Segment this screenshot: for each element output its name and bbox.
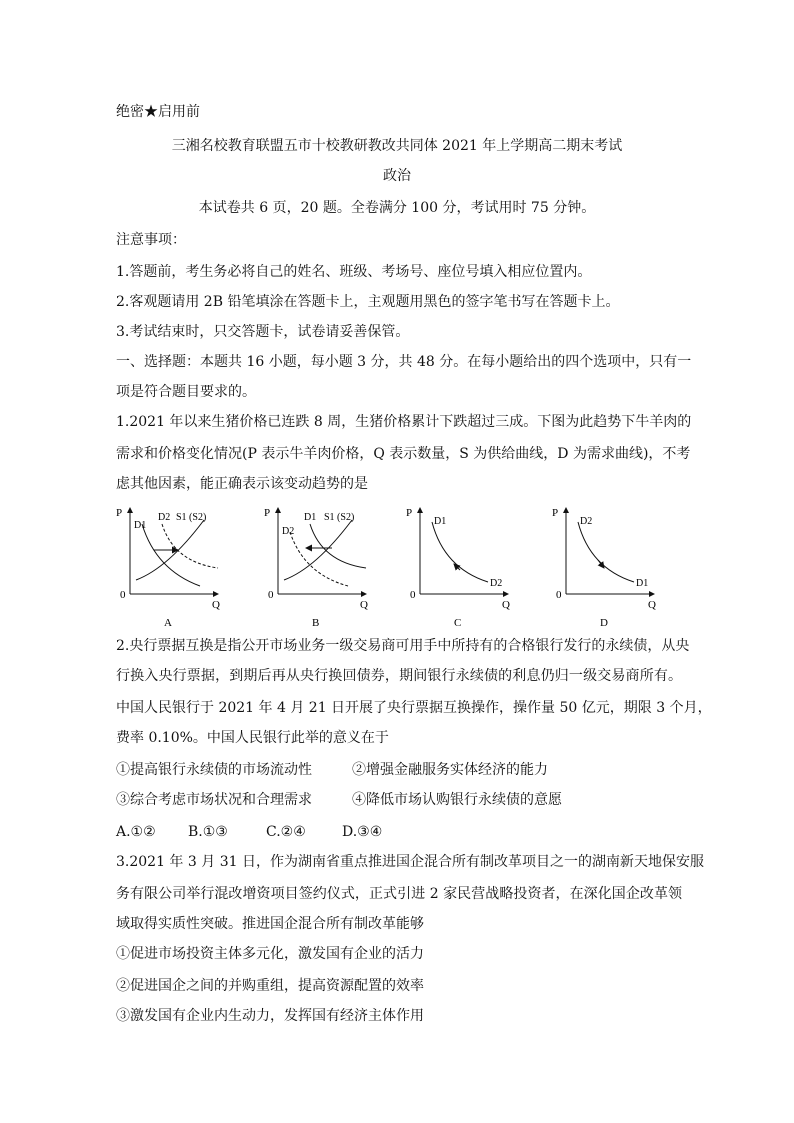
notice-item-2: 2.客观题请用 2B 铅笔填涂在答题卡上，主观题用黑色的签字笔书写在答题卡上。 <box>116 294 620 310</box>
q2-stem-line3: 中国人民银行于 2021 年 4 月 21 日开展了央行票据互换操作，操作量 50 亿元，期限 3 个月， <box>116 700 712 716</box>
graph-b-q-label: Q <box>360 599 368 611</box>
graph-a[interactable] <box>112 502 222 630</box>
graph-b-p-label: P <box>264 507 271 519</box>
secret-label: 绝密★启用前 <box>116 104 200 120</box>
graph-c-d1-label: D1 <box>434 516 447 527</box>
graph-b-d1-label: D1 <box>304 512 317 523</box>
graph-d-d2-label: D2 <box>580 516 593 527</box>
q2-stem-line2: 行换入央行票据，到期后再从央行换回债券，期间银行永续债的利息仍归一级交易商所有。 <box>116 668 682 684</box>
graph-c-p-label: P <box>406 507 413 519</box>
q3-option-2: ②促进国企之间的并购重组，提高资源配置的效率 <box>116 978 424 994</box>
graph-c-q-label: Q <box>502 599 510 611</box>
graph-b-letter: B <box>312 617 320 629</box>
graph-d[interactable] <box>548 502 658 630</box>
section-instruction: 一、选择题：本题共 16 小题，每小题 3 分，共 48 分。在每小题给出的四个选项中，只有一 <box>116 354 692 370</box>
q2-answer-c[interactable]: C.②④ <box>266 824 306 840</box>
graph-a-q-label: Q <box>212 599 220 611</box>
graph-a-d1-label: D1 <box>134 520 147 531</box>
graph-d-q-label: Q <box>648 599 656 611</box>
exam-info: 本试卷共 6 页，20 题。全卷满分 100 分，考试用时 75 分钟。 <box>198 200 596 216</box>
graph-a-p-label: P <box>116 507 123 519</box>
graph-d-origin: 0 <box>556 589 562 601</box>
q2-option-1: ①提高银行永续债的市场流动性 <box>116 762 312 778</box>
q1-stem-line1: 1.2021 年以来生猪价格已连跌 8 周，生猪价格累计下跌超过三成。下图为此趋势下牛羊肉的 <box>116 414 692 430</box>
graph-c-letter: C <box>454 617 462 629</box>
q3-option-3: ③激发国有企业内生动力，发挥国有经济主体作用 <box>116 1008 424 1024</box>
graph-a-origin: 0 <box>120 589 126 601</box>
q2-answer-d[interactable]: D.③④ <box>342 824 383 840</box>
graph-a-letter: A <box>164 617 172 629</box>
notice-item-1: 1.答题前，考生务必将自己的姓名、班级、考场号、座位号填入相应位置内。 <box>116 264 592 280</box>
q2-answer-b[interactable]: B.①③ <box>188 824 228 840</box>
graph-b-origin: 0 <box>268 589 274 601</box>
graph-a-d2-label: D2 <box>158 512 171 523</box>
graph-c-origin: 0 <box>410 589 416 601</box>
q2-answer-a[interactable]: A.①② <box>116 824 156 840</box>
q2-option-3: ③综合考虑市场状况和合理需求 <box>116 792 312 808</box>
graph-c[interactable] <box>402 502 512 630</box>
section-instruction-cont: 项是符合题目要求的。 <box>116 384 256 400</box>
q1-stem-line2: 需求和价格变化情况(P 表示牛羊肉价格，Q 表示数量，S 为供给曲线，D 为需求曲线)，不考 <box>116 446 691 462</box>
q1-stem-line3: 虑其他因素，能正确表示该变动趋势的是 <box>116 476 368 492</box>
q2-option-2: ②增强金融服务实体经济的能力 <box>352 762 548 778</box>
q3-stem-line1: 3.2021 年 3 月 31 日，作为湖南省重点推进国企混合所有制改革项目之一的湖南新天地保安服 <box>116 854 704 870</box>
graph-c-d2-label: D2 <box>490 578 503 589</box>
notice-heading: 注意事项： <box>116 232 186 248</box>
q3-stem-line3: 域取得实质性突破。推进国企混合所有制改革能够 <box>116 916 424 932</box>
graph-b-s-label: S1 (S2) <box>324 512 355 523</box>
q3-stem-line2: 务有限公司举行混改增资项目签约仪式，正式引进 2 家民营战略投资者，在深化国企改革领 <box>116 886 682 902</box>
exam-title: 三湘名校教育联盟五市十校教研教改共同体 2021 年上学期高二期末考试 <box>171 138 623 154</box>
graph-a-s-label: S1 (S2) <box>176 512 207 523</box>
q2-option-4: ④降低市场认购银行永续债的意愿 <box>352 792 562 808</box>
notice-item-3: 3.考试结束时，只交答题卡，试卷请妥善保管。 <box>116 324 410 340</box>
q2-stem-line1: 2.央行票据互换是指公开市场业务一级交易商可用手中所持有的合格银行发行的永续债，从央 <box>116 638 690 654</box>
graph-b[interactable] <box>260 502 370 630</box>
q2-stem-line4: 费率 0.10%。中国人民银行此举的意义在于 <box>116 730 389 746</box>
graph-d-d1-label: D1 <box>636 578 649 589</box>
graph-d-p-label: P <box>552 507 559 519</box>
graph-d-letter: D <box>600 617 608 629</box>
q3-option-1: ①促进市场投资主体多元化，激发国有企业的活力 <box>116 946 424 962</box>
graph-b-d2-label: D2 <box>282 526 295 537</box>
q1-graphs <box>112 502 672 630</box>
subject-title: 政治 <box>383 168 411 184</box>
